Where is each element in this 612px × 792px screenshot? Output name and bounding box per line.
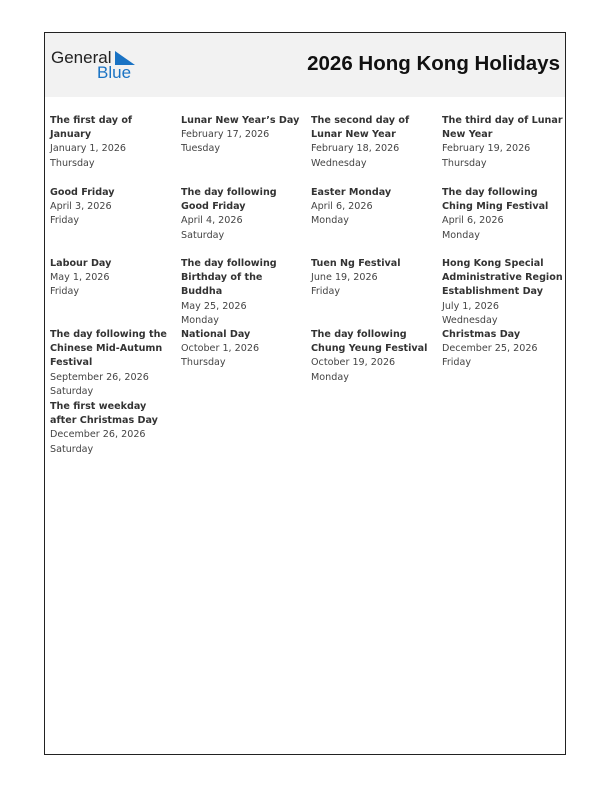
holiday-name: Easter Monday xyxy=(311,187,392,198)
holiday-weekday: Saturday xyxy=(50,385,94,397)
holiday-item xyxy=(50,257,175,300)
holiday-item xyxy=(50,328,175,399)
holiday-item xyxy=(50,400,175,457)
logo-general-text: General xyxy=(51,48,112,67)
holiday-date: April 3, 2026 xyxy=(50,201,112,213)
holiday-date: February 18, 2026 xyxy=(311,143,400,155)
holiday-name: The day following Good Friday xyxy=(181,187,277,213)
holiday-weekday: Friday xyxy=(442,357,472,369)
holiday-item xyxy=(50,114,175,171)
holiday-name: The day following the Chinese Mid-Autumn Festival xyxy=(50,329,167,369)
holiday-name: Lunar New Year’s Day xyxy=(181,115,300,126)
holiday-item xyxy=(181,257,306,328)
holiday-name: National Day xyxy=(181,329,251,340)
holiday-date: December 25, 2026 xyxy=(442,343,538,355)
holiday-name: The day following Chung Yeung Festival xyxy=(311,329,428,355)
holiday-name: Labour Day xyxy=(50,258,112,269)
holiday-weekday: Thursday xyxy=(181,357,226,369)
holiday-item xyxy=(311,186,436,229)
header-band xyxy=(45,33,565,97)
holiday-name: The first weekday after Christmas Day xyxy=(50,401,158,427)
holiday-date: December 26, 2026 xyxy=(50,429,146,441)
holiday-weekday: Saturday xyxy=(50,443,94,455)
holiday-date: September 26, 2026 xyxy=(50,371,149,383)
holiday-name: Good Friday xyxy=(50,187,115,198)
holiday-weekday: Thursday xyxy=(442,157,487,169)
holiday-item xyxy=(442,114,567,171)
holiday-date: April 6, 2026 xyxy=(442,215,504,227)
holiday-weekday: Saturday xyxy=(181,229,225,241)
holiday-item xyxy=(311,257,436,300)
holiday-item xyxy=(181,328,306,371)
page-frame xyxy=(44,32,566,755)
holiday-item xyxy=(311,114,436,171)
holiday-date: May 25, 2026 xyxy=(181,300,247,312)
holiday-date: February 19, 2026 xyxy=(442,143,531,155)
holiday-date: October 19, 2026 xyxy=(311,357,396,369)
holiday-item xyxy=(442,186,567,243)
holiday-name: The first day of January xyxy=(50,115,133,141)
holiday-weekday: Friday xyxy=(311,286,341,298)
holiday-weekday: Wednesday xyxy=(442,314,498,326)
holiday-item xyxy=(442,257,567,328)
holiday-weekday: Monday xyxy=(181,314,219,326)
holiday-weekday: Tuesday xyxy=(181,143,221,155)
holiday-item xyxy=(50,186,175,229)
logo-blue-text: Blue xyxy=(97,63,132,82)
holiday-name: Tuen Ng Festival xyxy=(311,258,401,269)
holiday-date: February 17, 2026 xyxy=(181,129,270,141)
holiday-weekday: Friday xyxy=(50,286,80,298)
holiday-item xyxy=(442,328,567,371)
holiday-item xyxy=(181,114,306,157)
holiday-weekday: Wednesday xyxy=(311,157,367,169)
holiday-name: The third day of Lunar New Year xyxy=(442,115,563,141)
holiday-weekday: Thursday xyxy=(50,157,95,169)
holiday-weekday: Monday xyxy=(311,371,349,383)
holiday-weekday: Monday xyxy=(442,229,480,241)
holiday-date: October 1, 2026 xyxy=(181,343,260,355)
generalblue-logo xyxy=(51,48,135,82)
holiday-date: April 6, 2026 xyxy=(311,201,373,213)
holiday-date: April 4, 2026 xyxy=(181,215,243,227)
holiday-name: The day following Birthday of the Buddha xyxy=(181,258,277,298)
holiday-name: The second day of Lunar New Year xyxy=(311,115,410,141)
holiday-date: July 1, 2026 xyxy=(442,300,499,312)
holiday-name: Hong Kong Special Administrative Region Establishment Day xyxy=(442,258,563,298)
holiday-weekday: Monday xyxy=(311,215,349,227)
holiday-date: January 1, 2026 xyxy=(50,143,127,155)
holiday-item xyxy=(181,186,306,243)
holiday-date: June 19, 2026 xyxy=(311,272,378,284)
holiday-item xyxy=(311,328,436,385)
holiday-date: May 1, 2026 xyxy=(50,272,110,284)
holiday-weekday: Friday xyxy=(50,215,80,227)
holiday-name: Christmas Day xyxy=(442,329,521,340)
page-title: 2026 Hong Kong Holidays xyxy=(307,52,560,75)
holiday-name: The day following Ching Ming Festival xyxy=(442,187,549,213)
